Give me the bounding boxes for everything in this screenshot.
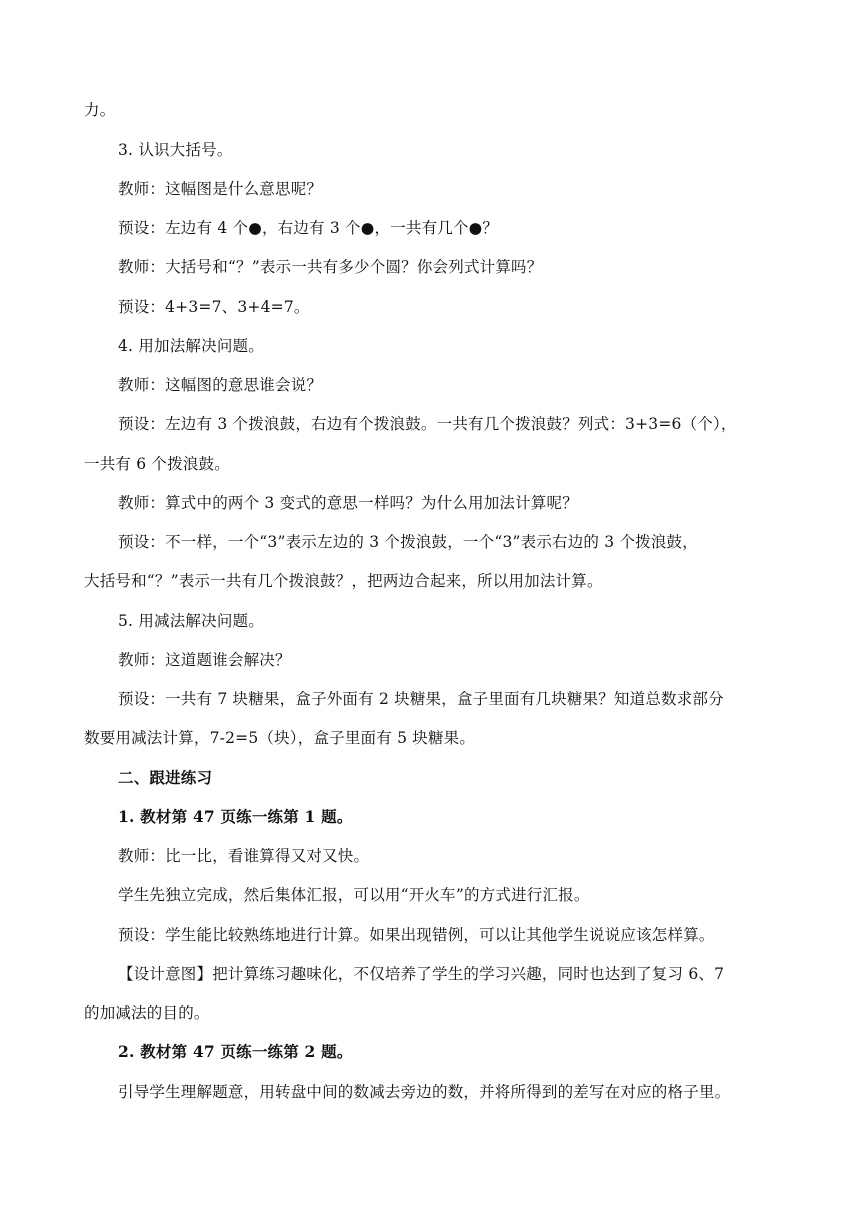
paragraph-line: 引导学生理解题意，用转盘中间的数减去旁边的数，并将所得到的差写在对应的格子里。	[118, 1083, 731, 1101]
paragraph-line: 教师：比一比，看谁算得又对又快。	[118, 847, 370, 865]
paragraph-line: 教师：算式中的两个 3 变式的意思一样吗？为什么用加法计算呢？	[118, 494, 578, 512]
paragraph-line: 预设：学生能比较熟练地进行计算。如果出现错例，可以让其他学生说说应该怎样算。	[118, 926, 715, 944]
section-heading-bold: 二、跟进练习	[118, 768, 213, 787]
paragraph-line: 预设：左边有 4 个●，右边有 3 个●，一共有几个●？	[118, 219, 499, 237]
paragraph-line: 预设：左边有 3 个拨浪鼓，右边有个拨浪鼓。一共有几个拨浪鼓？列式：3+3=6（个），	[118, 415, 737, 433]
paragraph-line: 的加减法的目的。	[84, 1004, 210, 1022]
paragraph-line: 数要用减法计算，7-2=5（块），盒子里面有 5 块糖果。	[84, 729, 476, 747]
section-heading: 4. 用加法解决问题。	[118, 337, 264, 355]
section-heading: 3. 认识大括号。	[118, 141, 233, 159]
paragraph-line: 预设：4+3=7、3+4=7。	[118, 298, 310, 316]
paragraph-line: 教师：这道题谁会解决？	[118, 651, 291, 669]
exercise-heading-bold: 2. 教材第 47 页练一练第 2 题。	[118, 1042, 353, 1061]
paragraph-line: 力。	[84, 101, 116, 119]
paragraph-line: 预设：一共有 7 块糖果，盒子外面有 2 块糖果，盒子里面有几块糖果？知道总数求部分	[118, 690, 724, 708]
paragraph-line: 预设：不一样，一个“3”表示左边的 3 个拨浪鼓，一个“3”表示右边的 3 个拨浪鼓，	[118, 533, 698, 551]
paragraph-line: 学生先独立完成，然后集体汇报，可以用“开火车”的方式进行汇报。	[118, 886, 590, 904]
paragraph-line: 一共有 6 个拨浪鼓。	[84, 455, 230, 473]
paragraph-line: 大括号和“？”表示一共有几个拨浪鼓？，把两边合起来，所以用加法计算。	[84, 572, 603, 590]
paragraph-line: 教师：这幅图的意思谁会说？	[118, 376, 323, 394]
paragraph-line: 教师：这幅图是什么意思呢？	[118, 180, 323, 198]
exercise-heading-bold: 1. 教材第 47 页练一练第 1 题。	[118, 807, 353, 826]
design-intent-line: 【设计意图】把计算练习趣味化，不仅培养了学生的学习兴趣，同时也达到了复习 6、7	[118, 965, 725, 983]
section-heading: 5. 用减法解决问题。	[118, 612, 264, 630]
paragraph-line: 教师：大括号和“？”表示一共有多少个圆？你会列式计算吗？	[118, 258, 543, 276]
